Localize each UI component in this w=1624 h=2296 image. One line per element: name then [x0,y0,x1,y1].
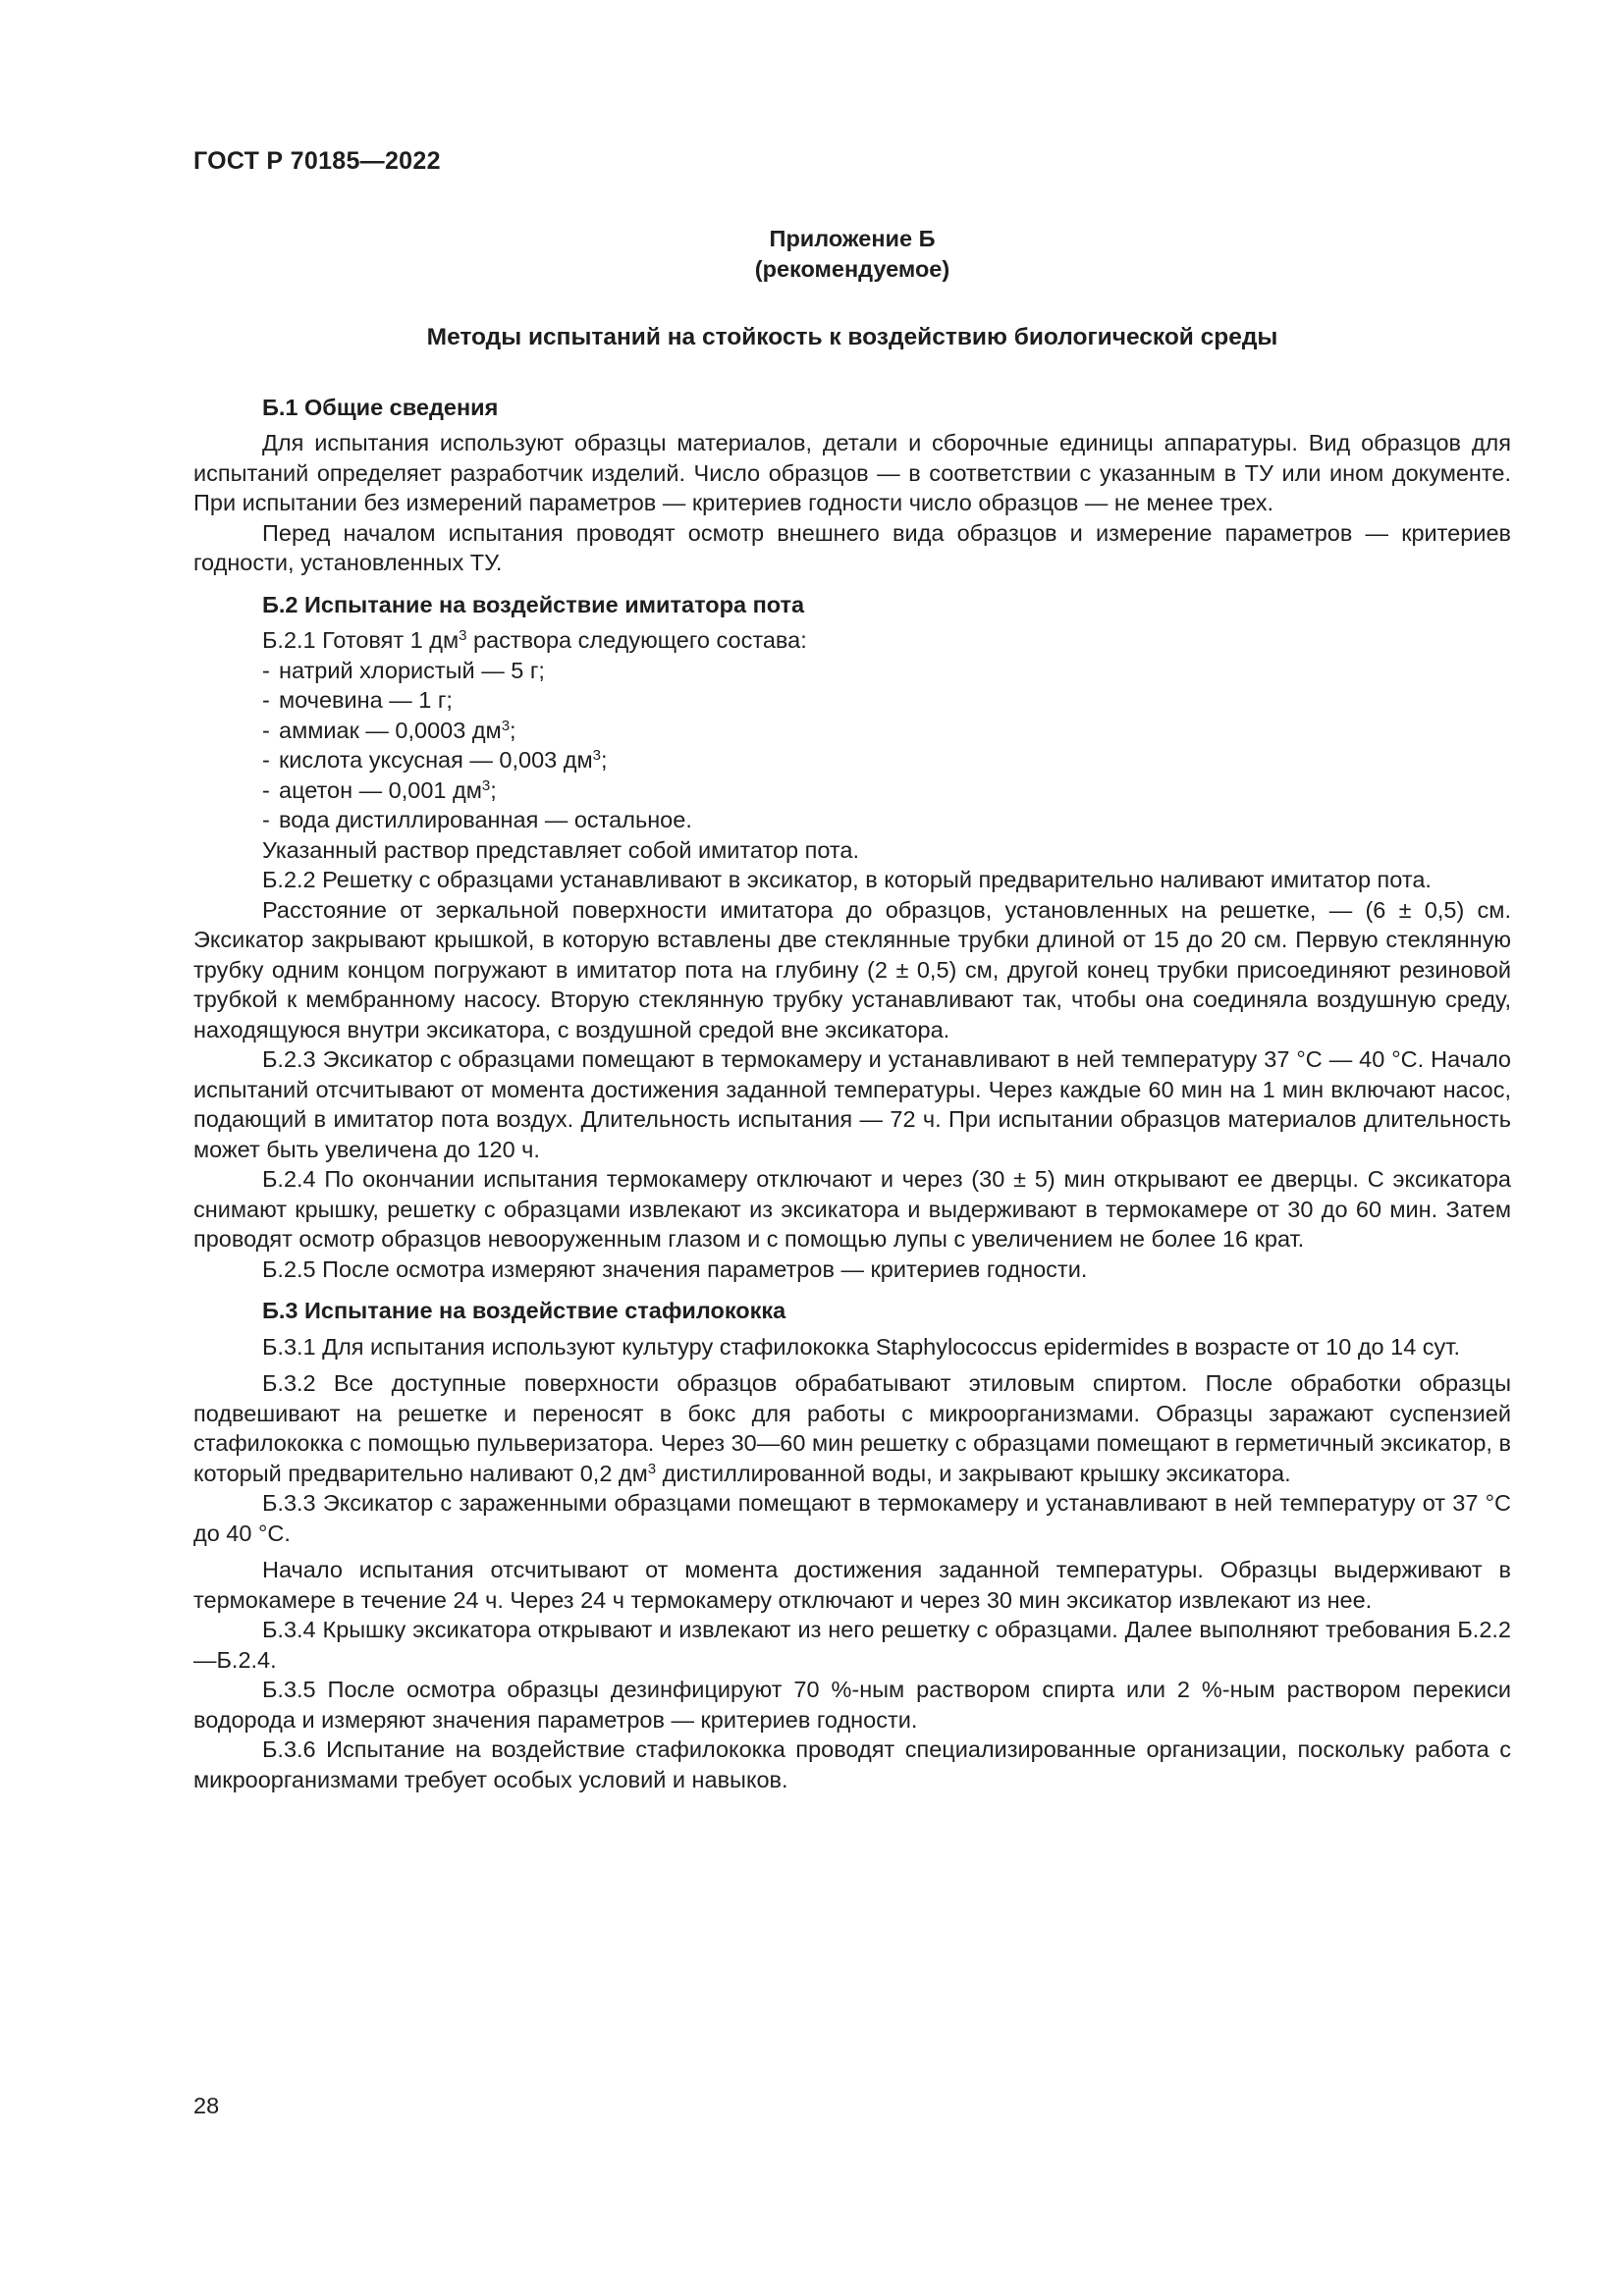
clause-b2-1-note: Указанный раствор представляет собой имитатор пота. [262,836,859,863]
appendix-main-title: Методы испытаний на стойкость к воздействию биологической среды [426,324,1278,350]
superscript: 3 [592,747,601,764]
clause-b2-2: Б.2.2 Решетку с образцами устанавливают в эксикатор, в который предварительно наливают имитатор пота. [262,867,1432,892]
clause-b2-5: Б.2.5 После осмотра измеряют значения параметров — критериев годности. [262,1255,1088,1282]
clause-b3-2 [193,1368,1511,1488]
list-item-text-end: ; [490,776,497,803]
clause-b3-6: Б.3.6 Испытание на воздействие стафилококка проводят специализированные организации, поскольку работа с микроорганизмами требует особых условий и навыков. [193,1736,1511,1792]
clause-b2-1-text-end: раствора следующего состава: [466,627,807,653]
dash-marker: - [262,776,270,803]
clause-b3-3: Б.3.3 Эксикатор с зараженными образцами помещают в термокамеру и устанавливают в ней температуру от 37 °С до 40 °С. [193,1490,1511,1546]
section-b2-heading: Б.2 Испытание на воздействие имитатора пота [262,591,805,617]
list-item-text: натрий хлористый — 5 г; [279,657,545,683]
section-b3-heading: Б.3 Испытание на воздействие стафилококка [262,1298,786,1323]
clause-b3-2-text: Б.3.2 Все доступные поверхности образцов обрабатывают этиловым спиртом. После обработки образцы подвешивают на решетке и переносят в бокс для работы с микроорганизмами. Образцы заражают суспензией стафилококка с помощью пульверизатора. Через 30—60 мин решетку с образцами помещают в герметичный эксикатор, в который предварительно наливают 0,2 дм [193,1370,1511,1486]
superscript: 3 [501,717,511,734]
dash-marker: - [262,687,270,713]
page-number: 28 [193,2093,220,2118]
section-b1-heading: Б.1 Общие сведения [262,394,499,420]
page-content [193,224,1511,1794]
clause-b3-3-continued: Начало испытания отсчитывают от момента достижения заданной температуры. Образцы выдерживают в термокамере в течение 24 ч. Через 24 ч термокамеру отключают и через 30 мин эксикатор извлекают из нее. [193,1557,1511,1613]
list-item-text: мочевина — 1 г; [279,687,453,713]
list-item-text-end: ; [510,717,516,743]
clause-b3-4: Б.3.4 Крышку эксикатора открывают и извлекают из него решетку с образцами. Далее выполняют требования Б.2.2—Б.2.4. [193,1617,1511,1673]
appendix-subtitle: (рекомендуемое) [754,255,950,282]
clause-b3-5: Б.3.5 После осмотра образцы дезинфицируют 70 %-ным раствором спирта или 2 %-ным раствором перекиси водорода и измеряют значения параметров — критериев годности. [193,1677,1511,1733]
list-item-text-end: ; [600,747,608,773]
clause-b2-2-continued: Расстояние от зеркальной поверхности имитатора до образцов, установленных на решетке, — (6 ± 0,5) см. Эксикатор закрывают крышкой, в которую вставлены две стеклянные трубки длиной от 15 до 20 см. Первую стеклянную трубку одним концом погружают в имитатор пота на глубину (2 ± 0,5) см, другой конец трубки присоединяют резиновой трубкой к мембранному насосу. Вторую стеклянную трубку устанавливают так, чтобы она соединяла воздушную среду, находящуюся внутри эксикатора, с воздушной средой вне эксикатора. [193,896,1511,1042]
dash-marker: - [262,717,270,743]
clause-b2-4: Б.2.4 По окончании испытания термокамеру отключают и через (30 ± 5) мин открывают ее дверцы. С эксикатора снимают крышку, решетку с образцами извлекают из эксикатора и выдерживают в термокамере от 30 до 60 мин. Затем проводят осмотр образцов невооруженным глазом и с помощью лупы с увеличением не более 16 крат. [193,1166,1511,1252]
composition-list [193,656,1511,835]
clause-b2-1-text: Б.2.1 Готовят 1 дм [262,627,460,653]
document-header: ГОСТ Р 70185—2022 [193,147,441,175]
clause-b3-1: Б.3.1 Для испытания используют культуру стафилококка Staphylococcus epidermides в возрасте от 10 до 14 сут. [262,1333,1460,1360]
section-b1-paragraph-1: Для испытания используют образцы материалов, детали и сборочные единицы аппаратуры. Вид образцов для испытаний определяет разработчик изделий. Число образцов — в соответствии с указанным в ТУ или ином документе. При испытании без измерений параметров — критериев годности число образцов — не менее трех. [193,430,1511,515]
clause-b3-2-text-end: дистиллированной воды, и закрывают крышку эксикатора. [656,1460,1291,1486]
list-item [193,805,1511,835]
appendix-title: Приложение Б [769,226,936,251]
dash-marker: - [262,657,270,683]
section-b1-paragraph-2: Перед началом испытания проводят осмотр внешнего вида образцов и измерение параметров — критериев годности, установленных ТУ. [193,519,1511,575]
dash-marker: - [262,807,270,832]
list-item-text: ацетон — 0,001 дм [279,776,482,803]
dash-marker: - [262,747,270,773]
list-item-text: кислота уксусная — 0,003 дм [279,747,593,773]
list-item [193,685,1511,716]
list-item-text: вода дистиллированная — остальное. [279,807,692,832]
list-item-text: аммиак — 0,0003 дм [279,717,502,743]
clause-b2-1 [193,625,1511,656]
superscript: 3 [647,1460,657,1477]
list-item [193,716,1511,746]
clause-b2-3: Б.2.3 Эксикатор с образцами помещают в термокамеру и устанавливают в ней температуру 37 °С — 40 °С. Начало испытаний отсчитывают от момента достижения заданной температуры. Через каждые 60 мин на 1 мин включают насос, подающий в имитатор пота воздух. Длительность испытания — 72 ч. При испытании образцов материалов длительность может быть увеличена до 120 ч. [193,1046,1511,1162]
superscript: 3 [481,776,491,794]
superscript: 3 [459,627,467,644]
list-item [193,745,1511,775]
list-item [193,775,1511,806]
list-item [193,656,1511,686]
